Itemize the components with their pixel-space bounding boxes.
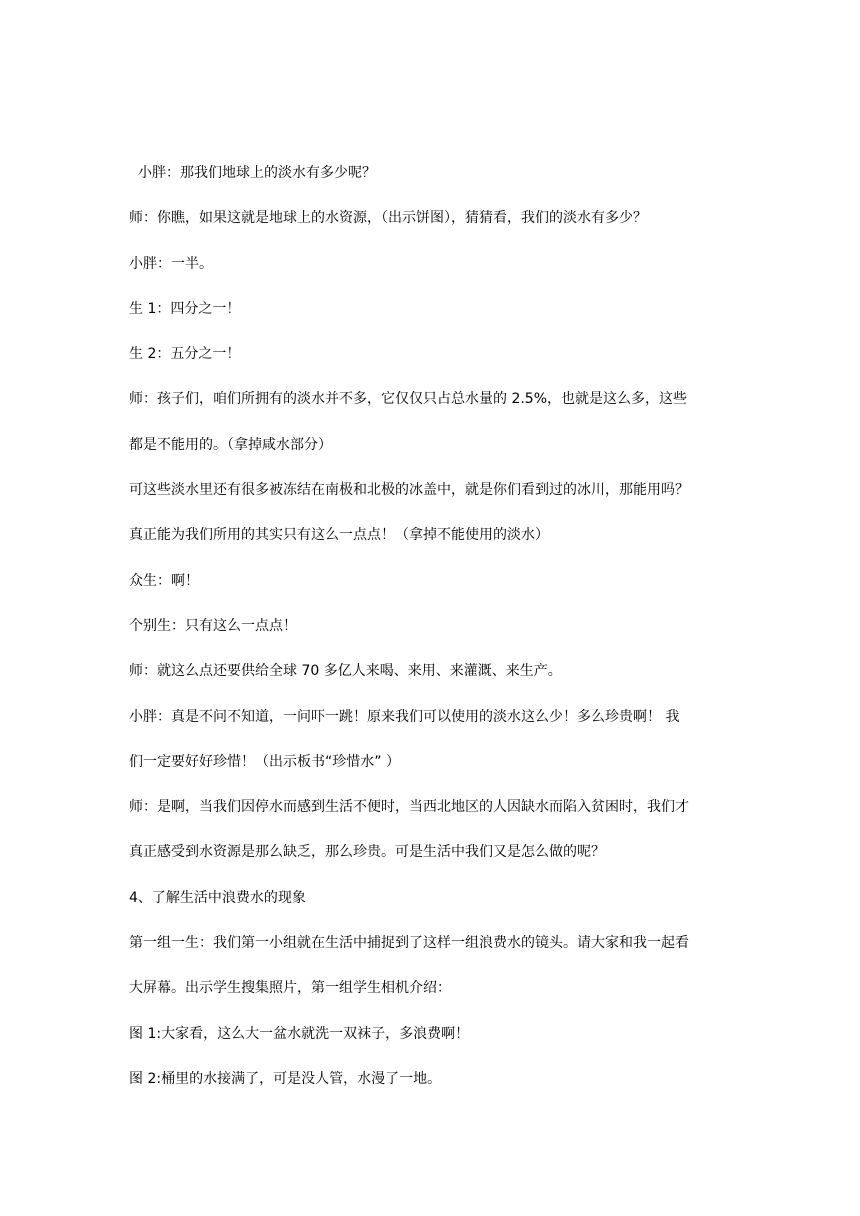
- paragraph-xiaopang-question: 小胖：那我们地球上的淡水有多少呢？: [138, 165, 376, 181]
- document-body: [129, 158, 734, 1109]
- paragraph-usable-water: 真正能为我们所用的其实只有这么一点点！（拿掉不能使用的淡水）: [129, 527, 549, 544]
- paragraph-glacier: 可这些淡水里还有很多被冻结在南极和北极的冰盖中，就是你们看到过的冰川，那能用吗？: [129, 482, 689, 499]
- paragraph-student1: 生 1：四分之一！: [129, 300, 241, 317]
- paragraph-xiaopang-precious-1: 小胖：真是不问不知道，一问吓一跳！原来我们可以使用的淡水这么少！多么珍贵啊！ 我: [129, 708, 680, 725]
- paragraph-individual-student: 个别生：只有这么一点点！: [129, 617, 297, 634]
- paragraph-all-students: 众生：啊！: [129, 572, 199, 589]
- paragraph-teacher-pie-chart: 师：你瞧，如果这就是地球上的水资源，（出示饼图），猜猜看，我们的淡水有多少？: [129, 210, 647, 227]
- paragraph-figure1: 图 1:大家看，这么大一盆水就洗一双袜子，多浪费啊！: [129, 1025, 470, 1042]
- paragraph-teacher-population: 师：就这么点还要供给全球 70 多亿人来喝、来用、来灌溉、来生产。: [129, 663, 562, 680]
- paragraph-group1-student-2: 大屏幕。出示学生搜集照片，第一组学生相机介绍：: [129, 980, 451, 997]
- paragraph-xiaopang-precious-2: 们一定要好好珍惜！（出示板书“珍惜水” ）: [129, 753, 400, 770]
- paragraph-figure2: 图 2:桶里的水接满了，可是没人管，水漫了一地。: [129, 1070, 442, 1087]
- paragraph-teacher-freshwater-2: 都是不能用的。（拿掉咸水部分）: [129, 436, 332, 453]
- paragraph-teacher-shortage-1: 师：是啊，当我们因停水而感到生活不便时，当西北地区的人因缺水而陷入贫困时，我们才: [129, 799, 689, 816]
- section-heading-waste: 4、了解生活中浪费水的现象: [129, 889, 306, 906]
- paragraph-group1-student-1: 第一组一生：我们第一小组就在生活中捕捉到了这样一组浪费水的镜头。请大家和我一起看: [129, 935, 689, 952]
- paragraph-teacher-shortage-2: 真正感受到水资源是那么缺乏，那么珍贵。可是生活中我们又是怎么做的呢？: [129, 844, 605, 861]
- paragraph-xiaopang-half: 小胖：一半。: [129, 255, 213, 272]
- paragraph-student2: 生 2：五分之一！: [129, 346, 241, 363]
- paragraph-teacher-freshwater-1: 师：孩子们，咱们所拥有的淡水并不多，它仅仅只占总水量的 2.5%，也就是这么多，这些: [129, 391, 688, 408]
